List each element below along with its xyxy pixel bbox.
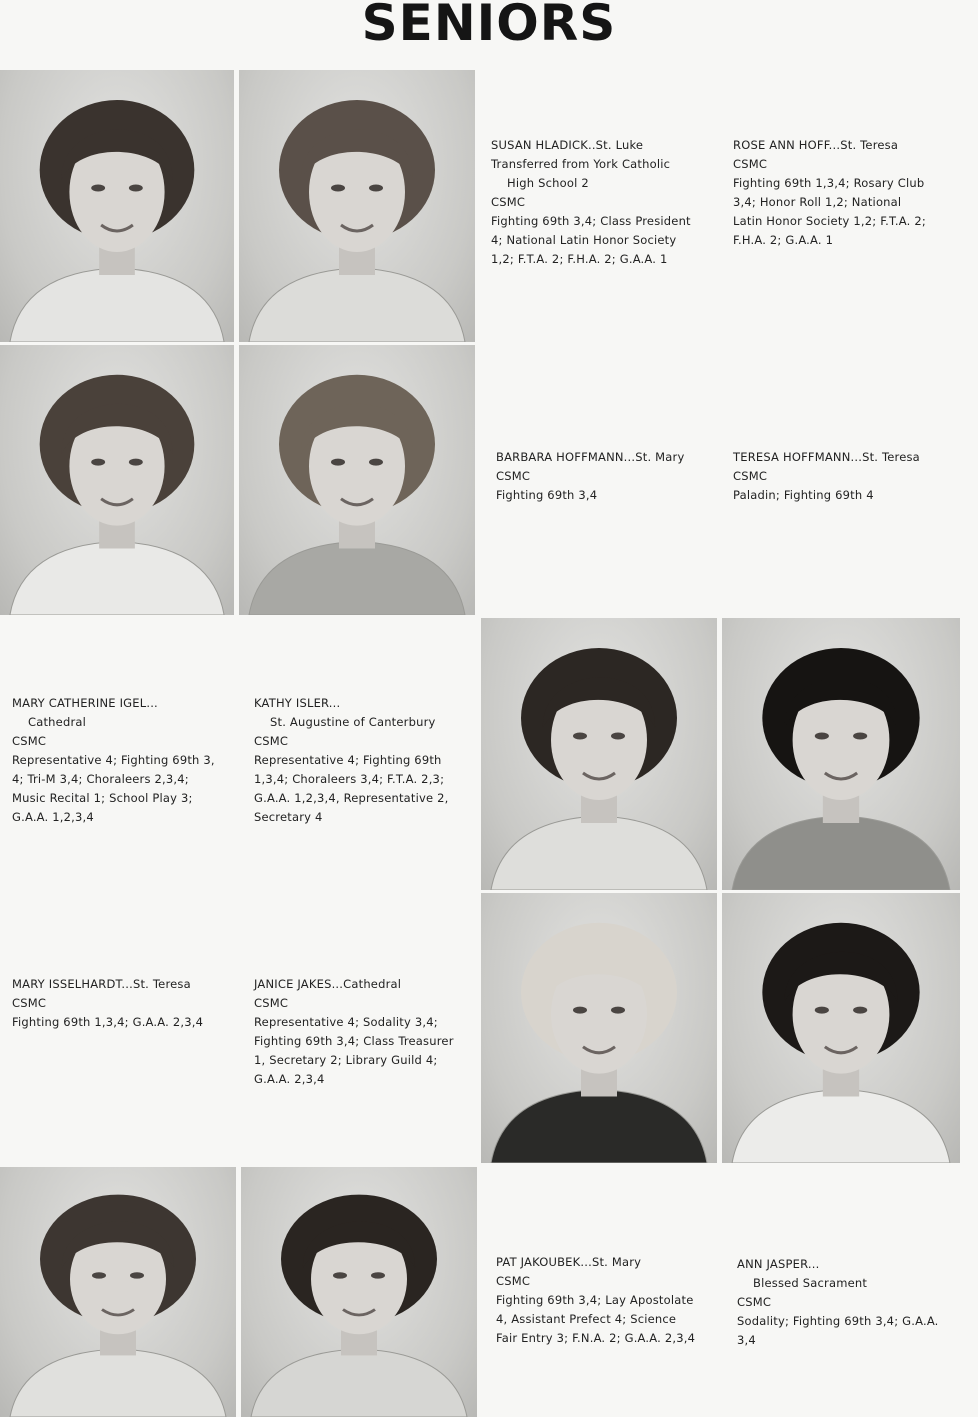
- eye-left: [815, 1007, 829, 1014]
- portrait-photo: [241, 1167, 477, 1417]
- bio-name: JANICE JAKES...Cathedral: [254, 977, 402, 991]
- bio-name: TERESA HOFFMANN...St. Teresa: [733, 450, 920, 464]
- portrait-silhouette: [0, 345, 234, 615]
- eye-left: [92, 1272, 106, 1278]
- eye-right: [853, 1007, 867, 1014]
- portrait-photo: [0, 70, 234, 342]
- shoulders: [732, 1090, 950, 1163]
- shoulders: [10, 268, 224, 342]
- eye-right: [130, 1272, 144, 1278]
- bio-name: ROSE ANN HOFF...St. Teresa: [733, 138, 899, 152]
- shoulders: [251, 1349, 467, 1417]
- portrait-photo: [0, 1167, 236, 1417]
- eye-left: [573, 733, 587, 740]
- eye-right: [129, 459, 143, 466]
- eye-left: [91, 185, 105, 192]
- bio-name: PAT JAKOUBEK...St. Mary: [496, 1255, 642, 1269]
- shoulders: [10, 1349, 226, 1417]
- portrait-silhouette: [481, 618, 717, 890]
- portrait-silhouette: [239, 70, 475, 342]
- bio-name: MARY CATHERINE IGEL...: [12, 696, 158, 710]
- portrait-photo: [481, 618, 717, 890]
- student-bio: BARBARA HOFFMANN...St. Mary CSMC Fighting 69th 3,4: [496, 448, 718, 505]
- student-bio: PAT JAKOUBEK...St. Mary CSMC Fighting 69th 3,4; Lay Apostolate 4, Assistant Prefect 4; Science Fair Entry 3; F.N.A. 2; G.A.A. 2,3,4: [496, 1253, 718, 1348]
- shoulders: [249, 542, 465, 615]
- portrait-photo: [481, 893, 717, 1163]
- portrait-silhouette: [722, 618, 960, 890]
- bio-name: SUSAN HLADICK..St. Luke: [491, 138, 644, 152]
- eye-right: [853, 733, 867, 740]
- student-bio: MARY ISSELHARDT...St. Teresa CSMC Fighting 69th 1,3,4; G.A.A. 2,3,4: [12, 975, 234, 1032]
- eye-left: [331, 459, 345, 466]
- shoulders: [10, 542, 224, 615]
- student-bio: KATHY ISLER... St. Augustine of Canterbury CSMC Representative 4; Fighting 69th 1,3,4; Choraleers 3,4; F.T.A. 2,3; G.A.A. 1,2,3,4, Representative 2, Secretary 4: [254, 694, 476, 827]
- portrait-photo: [722, 618, 960, 890]
- bio-name: MARY ISSELHARDT...St. Teresa: [12, 977, 191, 991]
- portrait-photo: [239, 70, 475, 342]
- portrait-silhouette: [241, 1167, 477, 1417]
- portrait-silhouette: [722, 893, 960, 1163]
- eye-left: [573, 1007, 587, 1014]
- portrait-photo: [0, 345, 234, 615]
- student-bio: ANN JASPER... Blessed Sacrament CSMC Sodality; Fighting 69th 3,4; G.A.A. 3,4: [737, 1255, 959, 1350]
- portrait-silhouette: [0, 70, 234, 342]
- eye-right: [369, 459, 383, 466]
- eye-left: [331, 185, 345, 192]
- eye-right: [371, 1272, 385, 1278]
- portrait-photo: [239, 345, 475, 615]
- page-title: SENIORS: [361, 0, 617, 52]
- shoulders: [491, 816, 707, 890]
- bio-name: KATHY ISLER...: [254, 696, 341, 710]
- student-bio: JANICE JAKES...Cathedral CSMC Representative 4; Sodality 3,4; Fighting 69th 3,4; Class Treasurer 1, Secretary 2; Library Guild 4; G.A.A. 2,3,4: [254, 975, 476, 1089]
- portrait-silhouette: [239, 345, 475, 615]
- bio-name: BARBARA HOFFMANN...St. Mary: [496, 450, 685, 464]
- eye-right: [129, 185, 143, 192]
- eye-left: [815, 733, 829, 740]
- student-bio: ROSE ANN HOFF...St. Teresa CSMC Fighting 69th 1,3,4; Rosary Club 3,4; Honor Roll 1,2; National Latin Honor Society 1,2; F.T.A. 2; F.H.A. 2; G.A.A. 1: [733, 136, 959, 250]
- portrait-silhouette: [0, 1167, 236, 1417]
- eye-right: [611, 733, 625, 740]
- eye-right: [611, 1007, 625, 1014]
- shoulders: [491, 1090, 707, 1163]
- student-bio: MARY CATHERINE IGEL... Cathedral CSMC Representative 4; Fighting 69th 3, 4; Tri-M 3,4; Choraleers 2,3,4; Music Recital 1; School Play 3; G.A.A. 1,2,3,4: [12, 694, 234, 827]
- portrait-silhouette: [481, 893, 717, 1163]
- eye-right: [369, 185, 383, 192]
- shoulders: [249, 268, 465, 342]
- portrait-photo: [722, 893, 960, 1163]
- student-bio: SUSAN HLADICK..St. Luke Transferred from York Catholic High School 2 CSMC Fighting 69th 3,4; Class President 4; National Latin Honor Society 1,2; F.T.A. 2; F.H.A. 2; G.A.A. 1: [491, 136, 713, 269]
- eye-left: [333, 1272, 347, 1278]
- eye-left: [91, 459, 105, 466]
- shoulders: [732, 816, 950, 890]
- bio-name: ANN JASPER...: [737, 1257, 820, 1271]
- student-bio: TERESA HOFFMANN...St. Teresa CSMC Paladin; Fighting 69th 4: [733, 448, 959, 505]
